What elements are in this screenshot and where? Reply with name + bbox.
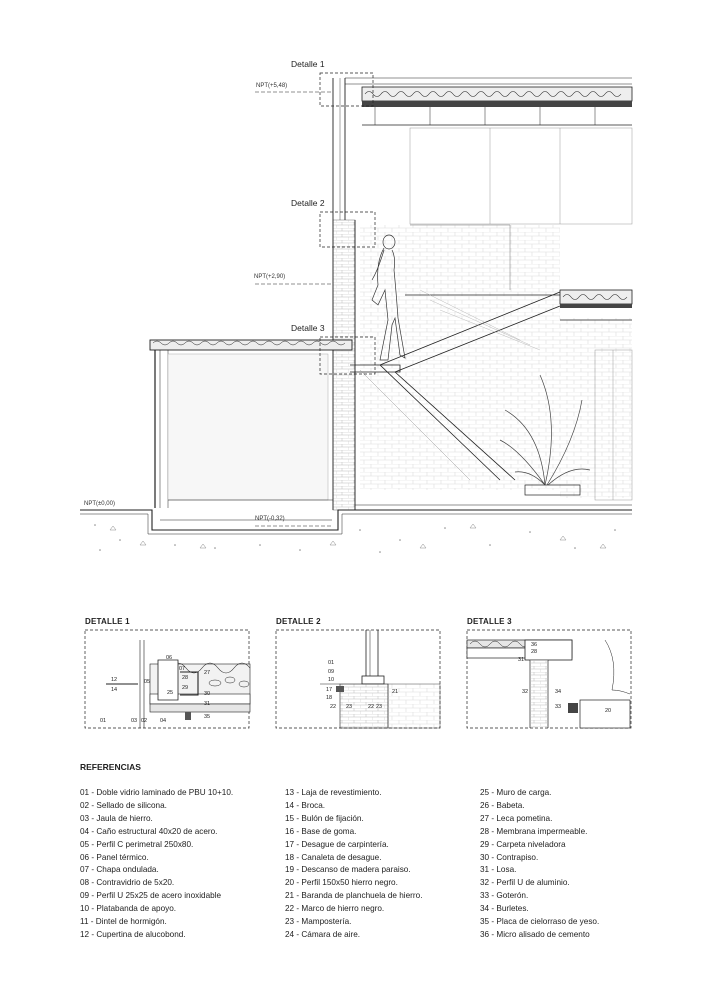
d3-tag: 20 bbox=[605, 708, 612, 714]
reference-item: 17 - Desague de carpintería. bbox=[285, 839, 389, 849]
reference-item: 26 - Babeta. bbox=[480, 800, 525, 810]
reference-item: 13 - Laja de revestimiento. bbox=[285, 788, 382, 797]
reference-item: 33 - Goterón. bbox=[480, 891, 529, 901]
level-npt-548: NPT(+5,48) bbox=[256, 83, 288, 89]
d2-tag: 22 bbox=[330, 704, 337, 710]
d1-tag: 35 bbox=[204, 714, 211, 720]
d2-tag: 23 bbox=[376, 704, 383, 710]
reference-item: 25 - Muro de carga. bbox=[480, 788, 552, 797]
reference-item: 32 - Perfil U de aluminio. bbox=[480, 878, 570, 888]
detail-3-title: DETALLE 3 bbox=[467, 617, 512, 626]
reference-item: 12 - Cupertina de alucobond. bbox=[80, 929, 186, 939]
d3-tag: 36 bbox=[531, 642, 538, 648]
detail-2-label: Detalle 2 bbox=[291, 198, 325, 208]
reference-item: 05 - Perfil C perimetral 250x80. bbox=[80, 839, 194, 849]
d2-tag: 18 bbox=[326, 695, 333, 701]
d1-tag: 06 bbox=[166, 655, 173, 661]
d1-tag: 05 bbox=[144, 679, 151, 685]
d1-tag: 01 bbox=[100, 718, 107, 724]
d1-tag: 14 bbox=[111, 687, 118, 693]
detail-1-drawing bbox=[106, 640, 250, 728]
reference-item: 08 - Contravidrio de 5x20. bbox=[80, 878, 175, 888]
d1-tag: 29 bbox=[182, 685, 189, 691]
reference-item: 11 - Dintel de hormigón. bbox=[80, 917, 167, 927]
d1-tag: 02 bbox=[141, 718, 148, 724]
reference-item: 19 - Descanso de madera paraiso. bbox=[285, 865, 411, 875]
references-column-3 bbox=[480, 787, 680, 942]
reference-item: 06 - Panel térmico. bbox=[80, 852, 149, 862]
reference-item: 27 - Leca pometina. bbox=[480, 813, 553, 823]
reference-item: 02 - Sellado de silicona. bbox=[80, 800, 167, 810]
reference-item: 09 - Perfil U 25x25 de acero inoxidable bbox=[80, 891, 222, 901]
d3-tag: 31 bbox=[518, 657, 525, 663]
reference-item: 18 - Canaleta de desague. bbox=[285, 852, 382, 862]
reference-item: 16 - Base de goma. bbox=[285, 826, 357, 836]
d2-tag: 10 bbox=[328, 677, 335, 683]
d2-tag: 22 bbox=[368, 704, 375, 710]
references-title: REFERENCIAS bbox=[80, 762, 141, 772]
detail-2-title: DETALLE 2 bbox=[276, 617, 321, 626]
detail-3-drawing bbox=[467, 640, 630, 728]
reference-item: 04 - Caño estructural 40x20 de acero. bbox=[80, 826, 218, 836]
references-column-2 bbox=[285, 787, 485, 942]
reference-item: 15 - Bulón de fijación. bbox=[285, 813, 364, 823]
d1-tag: 28 bbox=[182, 675, 189, 681]
d3-tag: 28 bbox=[531, 649, 538, 655]
d2-tag: 01 bbox=[328, 660, 335, 666]
d1-tag: 31 bbox=[204, 701, 211, 707]
reference-item: 03 - Jaula de hierro. bbox=[80, 813, 153, 823]
reference-item: 24 - Cámara de aire. bbox=[285, 929, 361, 939]
reference-item: 21 - Baranda de planchuela de hierro. bbox=[285, 891, 423, 901]
d1-tag: 30 bbox=[204, 691, 211, 697]
reference-item: 01 - Doble vidrio laminado de PBU 10+10. bbox=[80, 788, 234, 797]
detail-1-title: DETALLE 1 bbox=[85, 617, 130, 626]
d1-tag: 04 bbox=[160, 718, 167, 724]
reference-item: 34 - Burletes. bbox=[480, 904, 529, 914]
references-column-1 bbox=[80, 787, 280, 942]
d1-tag: 03 bbox=[131, 718, 138, 724]
d1-tag: 12 bbox=[111, 677, 118, 683]
reference-item: 14 - Broca. bbox=[285, 800, 326, 810]
reference-item: 20 - Perfil 150x50 hierro negro. bbox=[285, 878, 398, 888]
reference-item: 35 - Placa de cielorraso de yeso. bbox=[480, 917, 600, 927]
reference-item: 10 - Platabanda de apoyo. bbox=[80, 904, 177, 914]
reference-item: 23 - Mampostería. bbox=[285, 917, 352, 927]
d1-tag: 27 bbox=[204, 670, 211, 676]
reference-item: 22 - Marco de hierro negro. bbox=[285, 904, 385, 914]
detail-3-label: Detalle 3 bbox=[291, 323, 325, 333]
d2-tag: 23 bbox=[346, 704, 353, 710]
reference-item: 07 - Chapa ondulada. bbox=[80, 865, 159, 875]
level-npt-000: NPT(±0,00) bbox=[84, 501, 115, 507]
level-npt-032: NPT(-0,32) bbox=[255, 516, 285, 522]
reference-item: 30 - Contrapiso. bbox=[480, 852, 539, 862]
reference-item: 28 - Membrana impermeable. bbox=[480, 826, 588, 836]
reference-item: 36 - Micro alisado de cemento bbox=[480, 929, 590, 939]
reference-item: 31 - Losa. bbox=[480, 865, 517, 875]
d3-tag: 33 bbox=[555, 704, 562, 710]
d3-tag: 32 bbox=[522, 689, 529, 695]
d1-tag: 07 bbox=[179, 666, 186, 672]
detail-1-label: Detalle 1 bbox=[291, 59, 325, 69]
detail-2-drawing bbox=[320, 630, 440, 728]
level-npt-290: NPT(+2,90) bbox=[254, 274, 286, 280]
d2-tag: 21 bbox=[392, 689, 399, 695]
d2-tag: 09 bbox=[328, 669, 335, 675]
d2-tag: 17 bbox=[326, 687, 333, 693]
d1-tag: 25 bbox=[167, 690, 174, 696]
reference-item: 29 - Carpeta niveladora bbox=[480, 839, 566, 849]
d3-tag: 34 bbox=[555, 689, 562, 695]
